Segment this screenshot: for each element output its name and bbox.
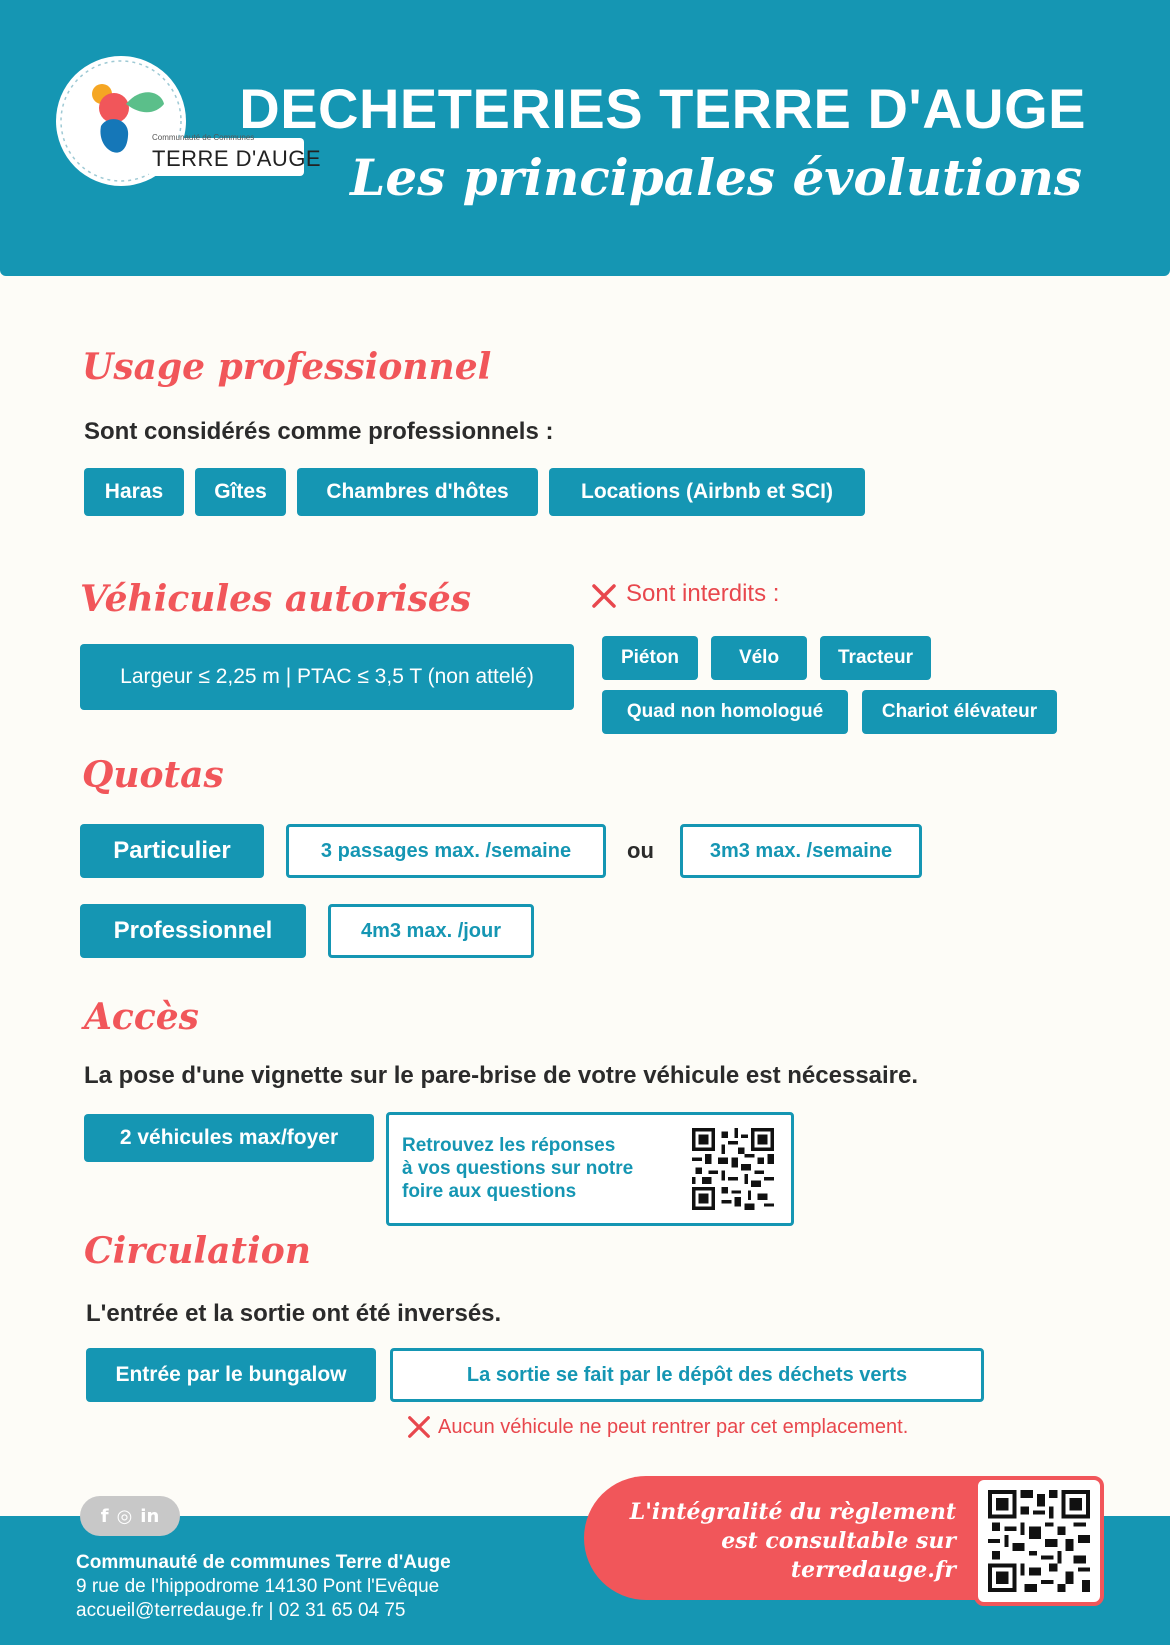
- cross-icon: [590, 582, 618, 610]
- forbidden-pieton: Piéton: [602, 636, 698, 680]
- cross-icon: [406, 1414, 432, 1440]
- quota-particulier: Particulier: [80, 824, 264, 878]
- page-title: DECHETERIES TERRE D'AUGE: [239, 77, 1086, 140]
- logo-small-text: Communauté de Communes: [152, 133, 255, 142]
- quota-particulier-volume: 3m3 max. /semaine: [680, 824, 922, 878]
- tag-gites: Gîtes: [195, 468, 286, 516]
- facebook-icon[interactable]: f: [100, 1505, 109, 1527]
- quota-particulier-passages: 3 passages max. /semaine: [286, 824, 606, 878]
- tag-haras: Haras: [84, 468, 184, 516]
- page-subtitle: Les principales évolutions: [350, 148, 1082, 207]
- allowed-vehicle-spec: Largeur ≤ 2,25 m | PTAC ≤ 3,5 T (non attelé): [80, 644, 574, 710]
- tag-locations: Locations (Airbnb et SCI): [549, 468, 865, 516]
- forbidden-label: Sont interdits :: [626, 580, 780, 607]
- reglement-qr-code-icon[interactable]: [988, 1490, 1090, 1592]
- acces-lead: La pose d'une vignette sur le pare-brise de votre véhicule est nécessaire.: [84, 1062, 919, 1089]
- faq-line: foire aux questions: [402, 1181, 577, 1202]
- footer-cta-text: [630, 1498, 956, 1585]
- forbidden-quad: Quad non homologué: [602, 690, 848, 734]
- logo-name: TERRE D'AUGE: [152, 146, 322, 171]
- social-links: [80, 1496, 180, 1536]
- forbidden-chariot: Chariot élévateur: [862, 690, 1057, 734]
- quota-professionnel: Professionnel: [80, 904, 306, 958]
- cta-line: est consultable sur: [721, 1528, 956, 1554]
- cta-link[interactable]: terredauge.fr: [790, 1557, 956, 1583]
- entry-info: Entrée par le bungalow: [86, 1348, 376, 1402]
- instagram-icon[interactable]: ◎: [116, 1505, 133, 1527]
- footer-contact[interactable]: accueil@terredauge.fr | 02 31 65 04 75: [76, 1600, 406, 1621]
- faq-qr-code-icon[interactable]: [692, 1128, 774, 1210]
- circulation-warning: Aucun véhicule ne peut rentrer par cet emplacement.: [438, 1416, 909, 1438]
- footer-org: Communauté de communes Terre d'Auge: [76, 1552, 451, 1573]
- quota-professionnel-volume: 4m3 max. /jour: [328, 904, 534, 958]
- tag-chambres-hotes: Chambres d'hôtes: [297, 468, 538, 516]
- exit-info: La sortie se fait par le dépôt des déchets verts: [390, 1348, 984, 1402]
- faq-text: [402, 1134, 633, 1203]
- section-heading-acces: Accès: [84, 996, 199, 1038]
- footer-address: 9 rue de l'hippodrome 14130 Pont l'Evêque: [76, 1576, 440, 1597]
- section-heading-circulation: Circulation: [84, 1230, 311, 1272]
- linkedin-icon[interactable]: in: [140, 1505, 160, 1527]
- forbidden-tracteur: Tracteur: [820, 636, 931, 680]
- cta-line: L'intégralité du règlement: [629, 1499, 956, 1525]
- section-heading-usage: Usage professionnel: [82, 346, 492, 388]
- section-heading-vehicules: Véhicules autorisés: [80, 578, 472, 620]
- vehicles-per-household: 2 véhicules max/foyer: [84, 1114, 374, 1162]
- forbidden-velo: Vélo: [711, 636, 807, 680]
- circulation-lead: L'entrée et la sortie ont été inversés.: [86, 1300, 502, 1327]
- quota-or: ou: [627, 838, 654, 863]
- faq-line: à vos questions sur notre: [402, 1158, 634, 1179]
- usage-lead: Sont considérés comme professionnels :: [84, 418, 554, 445]
- faq-line: Retrouvez les réponses: [402, 1135, 616, 1156]
- section-heading-quotas: Quotas: [82, 754, 224, 796]
